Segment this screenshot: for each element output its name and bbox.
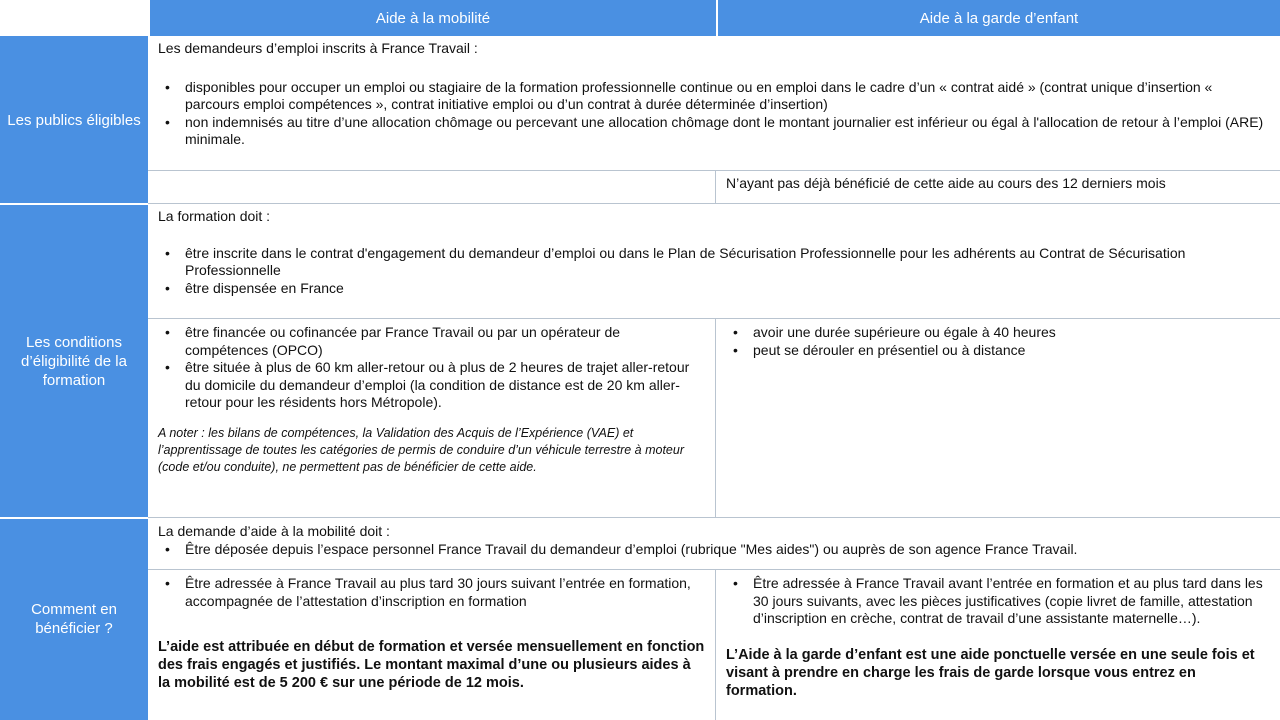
comment-intro: La demande d’aide à la mobilité doit : (158, 523, 390, 539)
publics-merged-cell (148, 40, 1280, 168)
row-separator (0, 517, 148, 519)
list-item: • Être déposée depuis l’espace personnel France Travail du demandeur d’emploi (rubrique "Mes aides") ou auprès de son agence France Travail. (185, 541, 1270, 559)
conditions-list (158, 245, 1270, 298)
comment-mobilite-cell (148, 575, 715, 720)
conditions-mobilite-cell (148, 324, 715, 516)
conditions-mobilite-note: A noter : les bilans de compétences, la Validation des Acquis de l’Expérience (VAE) et l’apprentissage de toutes les catégories de permis de conduire d’un véhicule terrestre à moteur (code et/ou conduite), ne permettent pas de bénéficier de cette aide. (158, 425, 684, 474)
list-item: • Être adressée à France Travail avant l’entrée en formation et au plus tard dans les 30 jours suivants, avec les pièces justificatives (copie livret de famille, attestation d’inscription en crèche, contrat de travail d’une assistante maternelle…). (753, 575, 1270, 628)
row-header-comment (0, 518, 148, 720)
list-item: • avoir une durée supérieure ou égale à 40 heures (753, 324, 1270, 342)
comment-mobilite-list (158, 575, 705, 610)
grid-line (148, 569, 1280, 570)
grid-line (148, 517, 1280, 518)
grid-line (148, 318, 1280, 319)
list-item: • être dispensée en France (185, 280, 1270, 298)
conditions-mobilite-list (158, 324, 705, 412)
comment-merged-cell (148, 523, 1280, 567)
publics-garde-cell (716, 175, 1280, 201)
conditions-garde-list (726, 324, 1270, 359)
publics-garde-extra: N’ayant pas déjà bénéficié de cette aide au cours des 12 derniers mois (726, 175, 1166, 191)
list-item: • être financée ou cofinancée par France Travail ou par un opérateur de compétences (OPCO) (185, 324, 705, 359)
row-header-publics (0, 36, 148, 204)
list-item: • être située à plus de 60 km aller-retour ou à plus de 2 heures de trajet aller-retour du domicile du demandeur d’emploi (la condition de distance est de 20 km aller-retour pour les résidents hors Métropole). (185, 359, 705, 412)
conditions-garde-cell (716, 324, 1280, 516)
publics-intro: Les demandeurs d’emploi inscrits à France Travail : (158, 40, 478, 56)
list-item: • peut se dérouler en présentiel ou à distance (753, 342, 1270, 360)
comment-garde-summary: L’Aide à la garde d’enfant est une aide ponctuelle versée en une seule fois et visant à prendre en charge les frais de garde lorsque vous entrez en formation. (726, 646, 1255, 699)
grid-line (148, 203, 1280, 204)
list-item: • non indemnisés au titre d’une allocation chômage ou percevant une allocation chômage dont le montant journalier est inférieur ou égal à l'allocation de retour à l’emploi (ARE) minimale. (185, 114, 1270, 149)
comment-list (158, 541, 1270, 559)
column-header-garde (716, 0, 1280, 36)
conditions-intro: La formation doit : (158, 208, 271, 224)
column-header-mobilite (148, 0, 716, 36)
comment-mobilite-summary: L’aide est attribuée en début de formation et versée mensuellement en fonction des frais engagés et justifiés. Le montant maximal d’une ou plusieurs aides à la mobilité est de 5 200 € sur une période de 12 mois. (158, 639, 705, 691)
row-header-comment-label: Comment en bénéficier ? (31, 601, 117, 637)
column-header-mobilite-label: Aide à la mobilité (375, 9, 491, 27)
comment-garde-list (726, 575, 1270, 628)
conditions-merged-cell (148, 208, 1280, 316)
comment-garde-cell (716, 575, 1280, 720)
row-header-publics-label: Les publics éligibles (7, 111, 141, 129)
list-item: • disponibles pour occuper un emploi ou stagiaire de la formation professionnelle continue ou en emploi dans le cadre d’un « contrat aidé » (contrat unique d’insertion « parcours emploi compétences », contrat initiative emploi ou d’un contrat à durée déterminée d’insertion) (185, 79, 1270, 114)
list-item: • Être adressée à France Travail au plus tard 30 jours suivant l’entrée en formation, accompagnée de l’attestation d’inscription en formation (185, 575, 705, 610)
publics-list (158, 79, 1270, 149)
list-item: • être inscrite dans le contrat d'engagement du demandeur d’emploi ou dans le Plan de Sécurisation Professionnelle pour les adhérents au Contrat de Sécurisation Professionnelle (185, 245, 1270, 280)
column-header-garde-label: Aide à la garde d’enfant (919, 9, 1079, 27)
row-header-conditions-label: Les conditions d’éligibilité de la formation (21, 333, 127, 389)
row-separator (0, 203, 148, 205)
grid-line (148, 170, 1280, 171)
row-header-conditions (0, 204, 148, 518)
